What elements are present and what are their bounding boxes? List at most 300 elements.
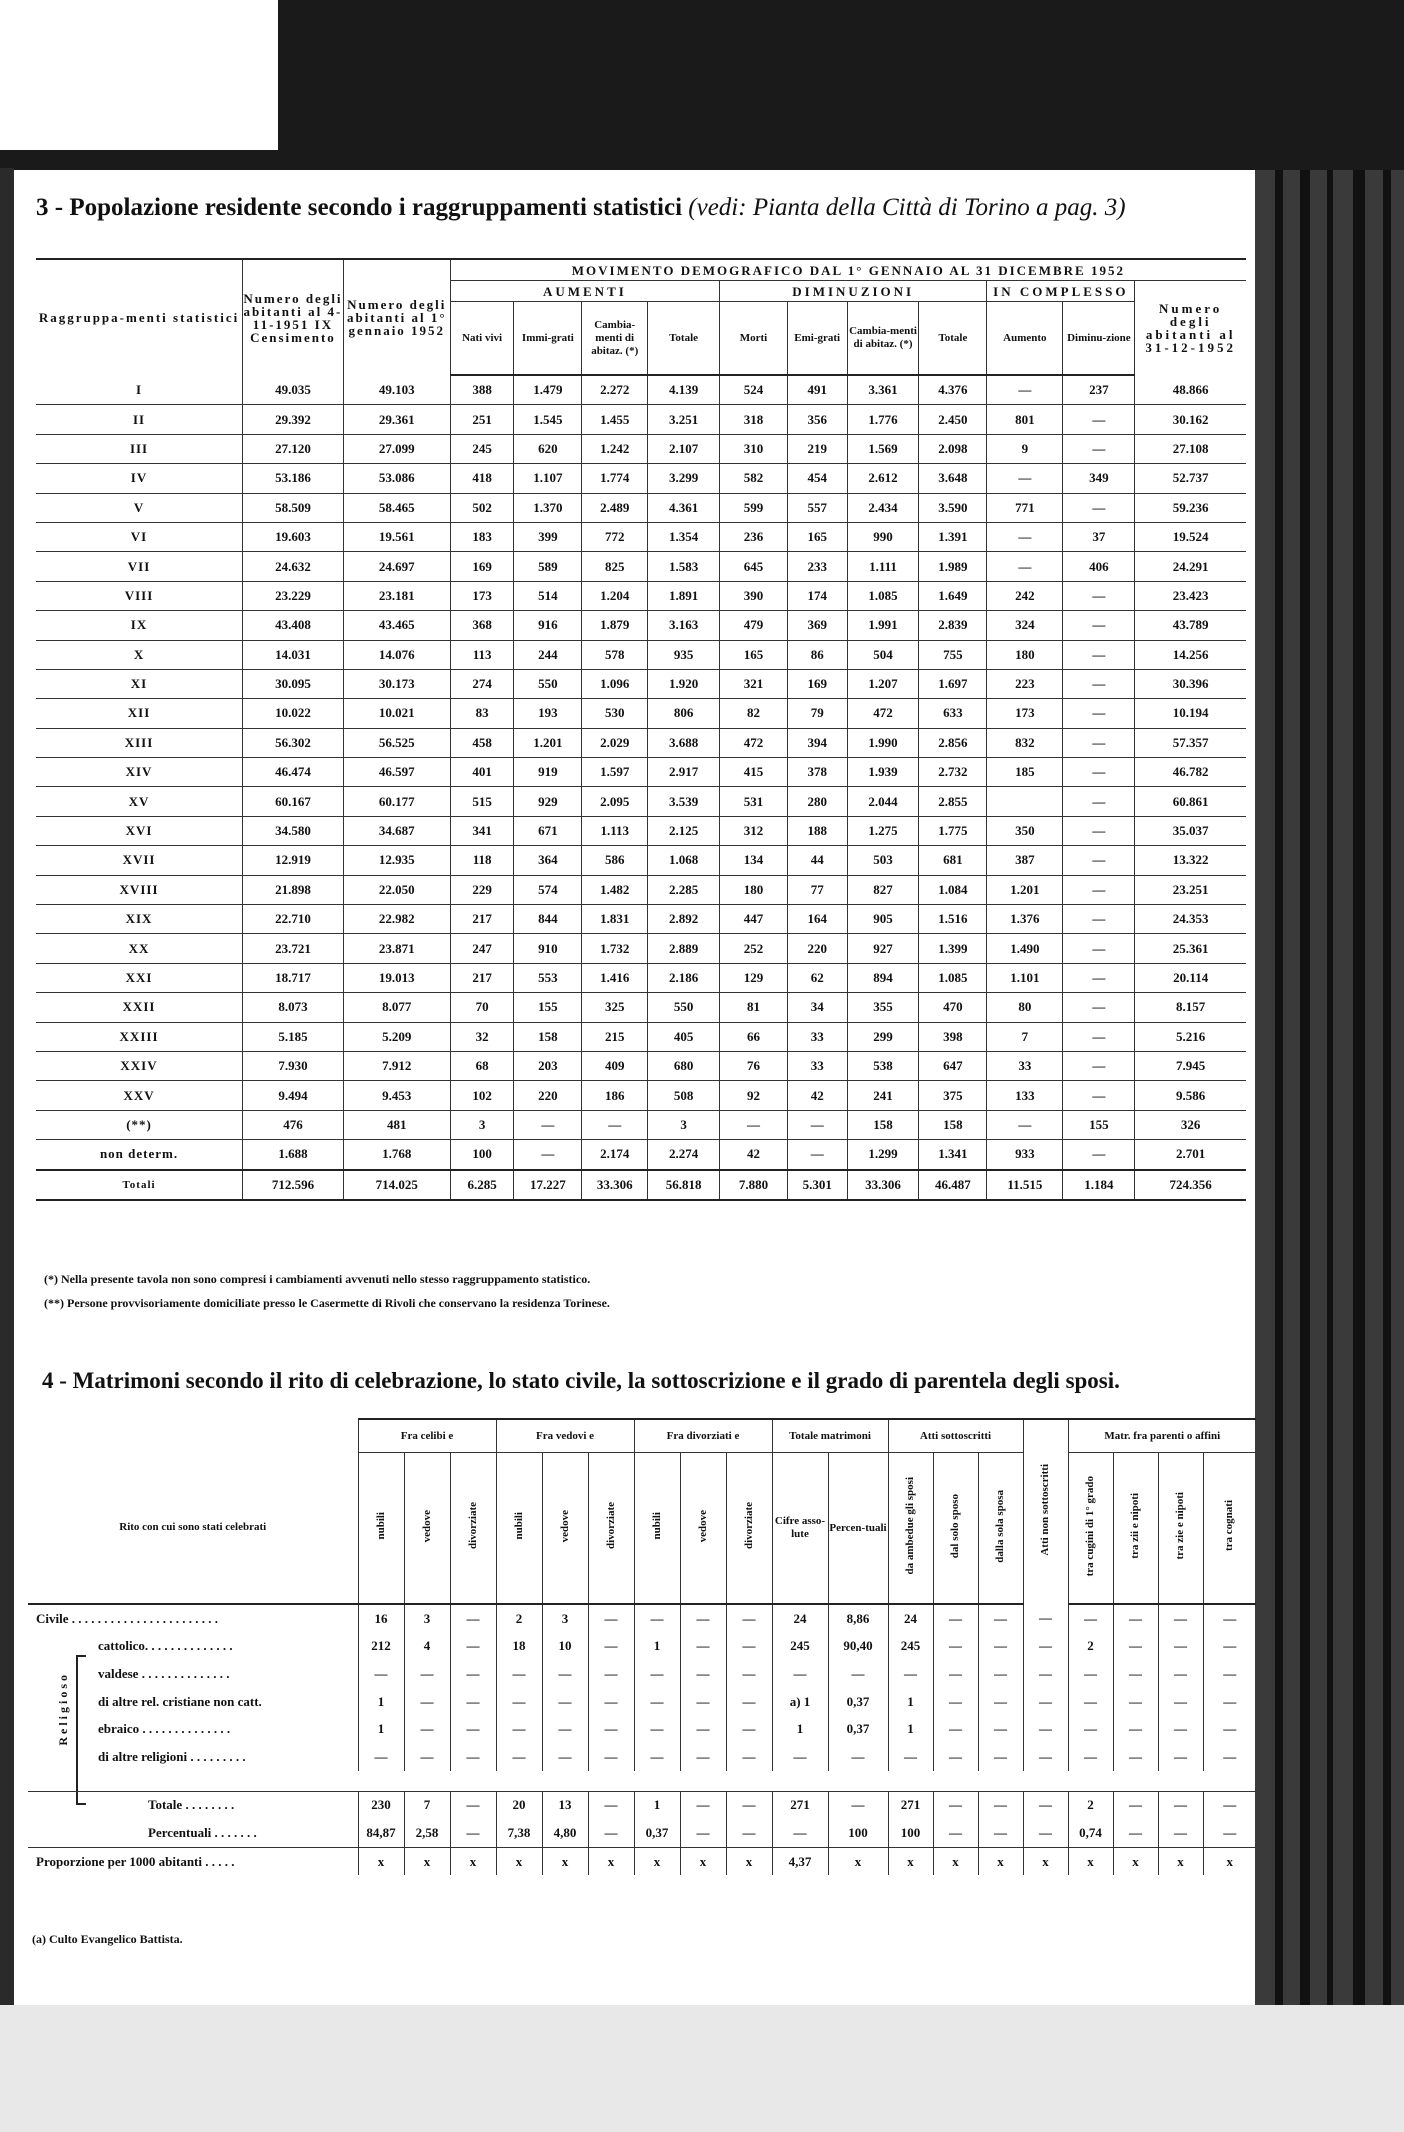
cell: 2.272 <box>582 375 648 405</box>
cell: 219 <box>787 434 847 463</box>
cell: 387 <box>987 846 1063 875</box>
cell: 58.465 <box>343 493 450 522</box>
table-row <box>36 699 1246 728</box>
cell: — <box>726 1660 772 1688</box>
table-4-title: 4 - Matrimoni secondo il rito di celebrazione, lo stato civile, la sottoscrizione e il grado di parentela degli sposi. <box>42 1368 1120 1393</box>
cell: 418 <box>450 464 514 493</box>
t2-subcol-0: nubili <box>358 1453 404 1605</box>
cell: — <box>987 1110 1063 1139</box>
cell: — <box>933 1791 978 1819</box>
cell: — <box>1063 405 1135 434</box>
table-row <box>36 581 1246 610</box>
scan-top-edge <box>0 150 1404 172</box>
cell: 10 <box>542 1633 588 1661</box>
cell: — <box>787 1110 847 1139</box>
table-row <box>28 1688 1256 1716</box>
cell: 2.917 <box>648 758 720 787</box>
cell: 401 <box>450 758 514 787</box>
cell: 24 <box>772 1604 828 1633</box>
cell: 24 <box>888 1604 933 1633</box>
cell: 7 <box>987 1022 1063 1051</box>
row-label: III <box>36 434 243 463</box>
cell: 79 <box>787 699 847 728</box>
cell: 325 <box>582 993 648 1022</box>
cell: 14.031 <box>243 640 344 669</box>
cell: 1.107 <box>514 464 582 493</box>
cell: 169 <box>787 669 847 698</box>
cell: — <box>450 1791 496 1819</box>
cell: 1.455 <box>582 405 648 434</box>
cell: — <box>1023 1633 1068 1661</box>
cell: 46.597 <box>343 758 450 787</box>
row-label: XII <box>36 699 243 728</box>
table-row <box>36 875 1246 904</box>
cell: x <box>358 1847 404 1875</box>
cell: 32 <box>450 1022 514 1051</box>
cell: 406 <box>1063 552 1135 581</box>
cell: 1.939 <box>847 758 919 787</box>
subcol-0: Nati vivi <box>450 302 514 376</box>
cell: 19.603 <box>243 522 344 551</box>
total-cell: 11.515 <box>987 1170 1063 1200</box>
cell: — <box>358 1743 404 1771</box>
cell: 22.982 <box>343 905 450 934</box>
cell: 23.871 <box>343 934 450 963</box>
cell: — <box>1063 1022 1135 1051</box>
note-1: (*) Nella presente tavola non sono compresi i cambiamenti avvenuti nello stesso raggruppamento statistico. <box>44 1272 591 1286</box>
cell: — <box>542 1660 588 1688</box>
cell: 247 <box>450 934 514 963</box>
group-non-sottoscritti: Atti non sottoscritti <box>1023 1419 1068 1604</box>
cell: 2.889 <box>648 934 720 963</box>
cell: x <box>404 1847 450 1875</box>
cell: 681 <box>919 846 987 875</box>
subcol-3: Totale <box>648 302 720 376</box>
cell: — <box>933 1715 978 1743</box>
total-cell: 56.818 <box>648 1170 720 1200</box>
cell: 155 <box>514 993 582 1022</box>
cell: 29.361 <box>343 405 450 434</box>
cell: — <box>588 1791 634 1819</box>
subcol-2: Cambia-menti di abitaz. (*) <box>582 302 648 376</box>
cell: 1.479 <box>514 375 582 405</box>
cell: 2.029 <box>582 728 648 757</box>
table-row <box>36 669 1246 698</box>
cell: 1.775 <box>919 816 987 845</box>
cell: 3.539 <box>648 787 720 816</box>
cell: 3.688 <box>648 728 720 757</box>
cell: 8.157 <box>1135 993 1246 1022</box>
cell: 223 <box>987 669 1063 698</box>
cell: — <box>1158 1715 1203 1743</box>
table-row <box>36 934 1246 963</box>
cell: 390 <box>720 581 788 610</box>
cell: 19.524 <box>1135 522 1246 551</box>
movement-header: MOVIMENTO DEMOGRAFICO DAL 1° GENNAIO AL 31 DICEMBRE 1952 <box>450 259 1246 281</box>
cell: 919 <box>514 758 582 787</box>
diminuzioni-header: DIMINUZIONI <box>720 281 987 302</box>
cell: 454 <box>787 464 847 493</box>
cell: 86 <box>787 640 847 669</box>
cell: 33 <box>787 1022 847 1051</box>
t2-subcol-1: vedove <box>404 1453 450 1605</box>
cell: 310 <box>720 434 788 463</box>
cell: 472 <box>847 699 919 728</box>
table-row <box>28 1743 1256 1771</box>
note-a: (a) Culto Evangelico Battista. <box>32 1932 183 1946</box>
cell: — <box>1063 611 1135 640</box>
cell: 57.357 <box>1135 728 1246 757</box>
cell: 7.912 <box>343 1051 450 1080</box>
cell: — <box>588 1819 634 1847</box>
cell: 586 <box>582 846 648 875</box>
cell: — <box>1113 1743 1158 1771</box>
population-table <box>36 258 1246 1201</box>
row-label: XIII <box>36 728 243 757</box>
cell: — <box>680 1819 726 1847</box>
cell: 27.108 <box>1135 434 1246 463</box>
cell: 2.274 <box>648 1140 720 1170</box>
cell: 479 <box>720 611 788 640</box>
cell: 531 <box>720 787 788 816</box>
cell: 1.085 <box>919 963 987 992</box>
cell: 129 <box>720 963 788 992</box>
cell: 186 <box>582 1081 648 1110</box>
cell: 113 <box>450 640 514 669</box>
cell: 155 <box>1063 1110 1135 1139</box>
cell: 491 <box>787 375 847 405</box>
cell: 10.194 <box>1135 699 1246 728</box>
cell: — <box>450 1743 496 1771</box>
cell: 158 <box>514 1022 582 1051</box>
cell: 100 <box>888 1819 933 1847</box>
cell: — <box>450 1819 496 1847</box>
total-cell: 724.356 <box>1135 1170 1246 1200</box>
cell: 388 <box>450 375 514 405</box>
cell: 19.013 <box>343 963 450 992</box>
cell: 671 <box>514 816 582 845</box>
cell: 1.732 <box>582 934 648 963</box>
cell: — <box>588 1604 634 1633</box>
col-final: Numero degli abitanti al 31-12-1952 <box>1135 281 1246 376</box>
cell: 1.990 <box>847 728 919 757</box>
complesso-header: IN COMPLESSO <box>987 281 1135 302</box>
cell: 14.256 <box>1135 640 1246 669</box>
cell: — <box>514 1110 582 1139</box>
cell: 1 <box>888 1715 933 1743</box>
cell: 4,80 <box>542 1819 588 1847</box>
t2-subcol-5: divorziate <box>588 1453 634 1605</box>
cell: 1.583 <box>648 552 720 581</box>
cell: — <box>582 1110 648 1139</box>
table-row <box>36 640 1246 669</box>
cell: 299 <box>847 1022 919 1051</box>
cell: 53.186 <box>243 464 344 493</box>
cell: 245 <box>772 1633 828 1661</box>
row-label: Totale . . . . . . . . <box>28 1791 358 1819</box>
cell: x <box>496 1847 542 1875</box>
cell: 633 <box>919 699 987 728</box>
cell: — <box>542 1715 588 1743</box>
cell: 164 <box>787 905 847 934</box>
cell: 3 <box>542 1604 588 1633</box>
subcol-4: Morti <box>720 302 788 376</box>
cell: — <box>1203 1660 1256 1688</box>
cell: 42 <box>720 1140 788 1170</box>
religioso-label: Religioso <box>56 1672 70 1746</box>
cell: — <box>720 1110 788 1139</box>
cell: — <box>987 375 1063 405</box>
group-vedovi: Fra vedovi e <box>496 1419 634 1453</box>
cell: 174 <box>787 581 847 610</box>
row-label: XXII <box>36 993 243 1022</box>
cell: 2.285 <box>648 875 720 904</box>
cell: 92 <box>720 1081 788 1110</box>
cell: — <box>588 1743 634 1771</box>
table-row <box>36 728 1246 757</box>
cell: x <box>680 1847 726 1875</box>
cell: — <box>404 1660 450 1688</box>
cell: — <box>933 1743 978 1771</box>
table-row <box>36 1022 1246 1051</box>
cell: — <box>450 1688 496 1716</box>
t2-subcol-15: tra cugini di 1° grado <box>1068 1453 1113 1605</box>
table-row <box>36 993 1246 1022</box>
cell: x <box>1113 1847 1158 1875</box>
cell: 3 <box>450 1110 514 1139</box>
cell: 1.416 <box>582 963 648 992</box>
table-row <box>36 493 1246 522</box>
cell: — <box>1063 934 1135 963</box>
cell: 30.396 <box>1135 669 1246 698</box>
cell: 16 <box>358 1604 404 1633</box>
cell: — <box>680 1604 726 1633</box>
cell: 2.839 <box>919 611 987 640</box>
cell: — <box>978 1633 1023 1661</box>
cell: 165 <box>720 640 788 669</box>
cell: — <box>978 1819 1023 1847</box>
cell: — <box>680 1688 726 1716</box>
cell: x <box>726 1847 772 1875</box>
cell: — <box>1063 581 1135 610</box>
cell: 1.299 <box>847 1140 919 1170</box>
cell: 133 <box>987 1081 1063 1110</box>
cell: 1.831 <box>582 905 648 934</box>
cell: 550 <box>648 993 720 1022</box>
marriage-table <box>28 1418 1256 1875</box>
cell: 23.251 <box>1135 875 1246 904</box>
row-label: valdese . . . . . . . . . . . . . . <box>98 1665 230 1681</box>
cell: 24.291 <box>1135 552 1246 581</box>
cell: 1.989 <box>919 552 987 581</box>
cell: — <box>680 1715 726 1743</box>
table-row <box>36 905 1246 934</box>
row-label: (**) <box>36 1110 243 1139</box>
t2-subcol-10: Percen-tuali <box>828 1453 888 1605</box>
cell: 14.076 <box>343 640 450 669</box>
cell: — <box>588 1715 634 1743</box>
cell: — <box>978 1604 1023 1633</box>
cell: 3.648 <box>919 464 987 493</box>
cell: 43.789 <box>1135 611 1246 640</box>
cell: 4.376 <box>919 375 987 405</box>
cell: 916 <box>514 611 582 640</box>
cell: — <box>933 1688 978 1716</box>
cell: — <box>1063 875 1135 904</box>
cell: 3.163 <box>648 611 720 640</box>
cell: 12.935 <box>343 846 450 875</box>
row-label: XVI <box>36 816 243 845</box>
cell: 30.162 <box>1135 405 1246 434</box>
cell: — <box>1063 846 1135 875</box>
cell: — <box>787 1140 847 1170</box>
cell: 1.085 <box>847 581 919 610</box>
cell: 1.341 <box>919 1140 987 1170</box>
cell: 349 <box>1063 464 1135 493</box>
cell: — <box>1063 758 1135 787</box>
row-label: XIV <box>36 758 243 787</box>
cell: 274 <box>450 669 514 698</box>
cell: 933 <box>987 1140 1063 1170</box>
cell: — <box>933 1604 978 1633</box>
cell: 4 <box>404 1633 450 1661</box>
row-label: non determ. <box>36 1140 243 1170</box>
cell: 81 <box>720 993 788 1022</box>
cell: 350 <box>987 816 1063 845</box>
cell: — <box>404 1743 450 1771</box>
cell: — <box>978 1791 1023 1819</box>
cell: 24.353 <box>1135 905 1246 934</box>
t2-subcol-18: tra cognati <box>1203 1453 1256 1605</box>
cell: — <box>1158 1660 1203 1688</box>
cell: — <box>588 1633 634 1661</box>
cell: x <box>542 1847 588 1875</box>
cell: — <box>1158 1743 1203 1771</box>
cell: 550 <box>514 669 582 698</box>
total-cell: 17.227 <box>514 1170 582 1200</box>
cell: — <box>450 1604 496 1633</box>
cell: 680 <box>648 1051 720 1080</box>
cell: — <box>1063 787 1135 816</box>
cell: 27.120 <box>243 434 344 463</box>
cell: — <box>1203 1715 1256 1743</box>
cell: — <box>1063 905 1135 934</box>
cell: — <box>978 1660 1023 1688</box>
cell: 13 <box>542 1791 588 1819</box>
cell: a) 1 <box>772 1688 828 1716</box>
cell: 905 <box>847 905 919 934</box>
cell: 2.107 <box>648 434 720 463</box>
cell: — <box>1063 728 1135 757</box>
cell: 60.167 <box>243 787 344 816</box>
table-row <box>36 758 1246 787</box>
cell: 49.035 <box>243 375 344 405</box>
cell: 193 <box>514 699 582 728</box>
cell: 2.174 <box>582 1140 648 1170</box>
cell: 4.361 <box>648 493 720 522</box>
cell: — <box>496 1660 542 1688</box>
cell: x <box>933 1847 978 1875</box>
cell: — <box>496 1743 542 1771</box>
cell: 1.768 <box>343 1140 450 1170</box>
cell <box>987 787 1063 816</box>
table-row <box>36 375 1246 405</box>
cell: 2 <box>496 1604 542 1633</box>
table-row <box>36 787 1246 816</box>
cell: 9 <box>987 434 1063 463</box>
cell: 755 <box>919 640 987 669</box>
cell: 4,37 <box>772 1847 828 1875</box>
cell: 9.494 <box>243 1081 344 1110</box>
t2-subcol-2: divorziate <box>450 1453 496 1605</box>
cell: — <box>987 522 1063 551</box>
cell: — <box>634 1743 680 1771</box>
cell: 1.084 <box>919 875 987 904</box>
row-label: Civile . . . . . . . . . . . . . . . . . . . . . . . <box>36 1610 218 1626</box>
cell: 1.697 <box>919 669 987 698</box>
cell: x <box>450 1847 496 1875</box>
aumenti-header: AUMENTI <box>450 281 719 302</box>
cell: — <box>772 1743 828 1771</box>
cell: — <box>772 1660 828 1688</box>
row-label: di altre rel. cristiane non catt. <box>98 1693 262 1709</box>
table-row <box>28 1604 1256 1633</box>
row-label: VIII <box>36 581 243 610</box>
cell: 215 <box>582 1022 648 1051</box>
t2-subcol-12: dal solo sposo <box>933 1453 978 1605</box>
subcol-1: Immi-grati <box>514 302 582 376</box>
cell: 43.465 <box>343 611 450 640</box>
cell: 324 <box>987 611 1063 640</box>
cell: 23.229 <box>243 581 344 610</box>
cell: x <box>1203 1847 1256 1875</box>
cell: — <box>680 1743 726 1771</box>
cell: 574 <box>514 875 582 904</box>
cell: 251 <box>450 405 514 434</box>
cell: 100 <box>828 1819 888 1847</box>
cell: — <box>1158 1819 1203 1847</box>
cell: 578 <box>582 640 648 669</box>
cell: 2.125 <box>648 816 720 845</box>
cell: 8,86 <box>828 1604 888 1633</box>
cell: 158 <box>847 1110 919 1139</box>
subcol-6: Cambia-menti di abitaz. (*) <box>847 302 919 376</box>
cell: 19.561 <box>343 522 450 551</box>
cell: — <box>1203 1819 1256 1847</box>
cell: — <box>1203 1743 1256 1771</box>
cell: 405 <box>648 1022 720 1051</box>
cell: 237 <box>1063 375 1135 405</box>
cell: 827 <box>847 875 919 904</box>
row-label: I <box>36 375 243 405</box>
row-label: XXV <box>36 1081 243 1110</box>
row-label: XXIV <box>36 1051 243 1080</box>
cell: 18.717 <box>243 963 344 992</box>
cell: — <box>726 1715 772 1743</box>
cell: — <box>634 1660 680 1688</box>
cell: 53.086 <box>343 464 450 493</box>
cell: 2,58 <box>404 1819 450 1847</box>
cell: 1.688 <box>243 1140 344 1170</box>
row-label: XV <box>36 787 243 816</box>
cell: — <box>726 1604 772 1633</box>
cell: 1.354 <box>648 522 720 551</box>
cell: 935 <box>648 640 720 669</box>
cell: 56.525 <box>343 728 450 757</box>
cell: — <box>1063 993 1135 1022</box>
cell: 220 <box>787 934 847 963</box>
cell: 2.701 <box>1135 1140 1246 1170</box>
